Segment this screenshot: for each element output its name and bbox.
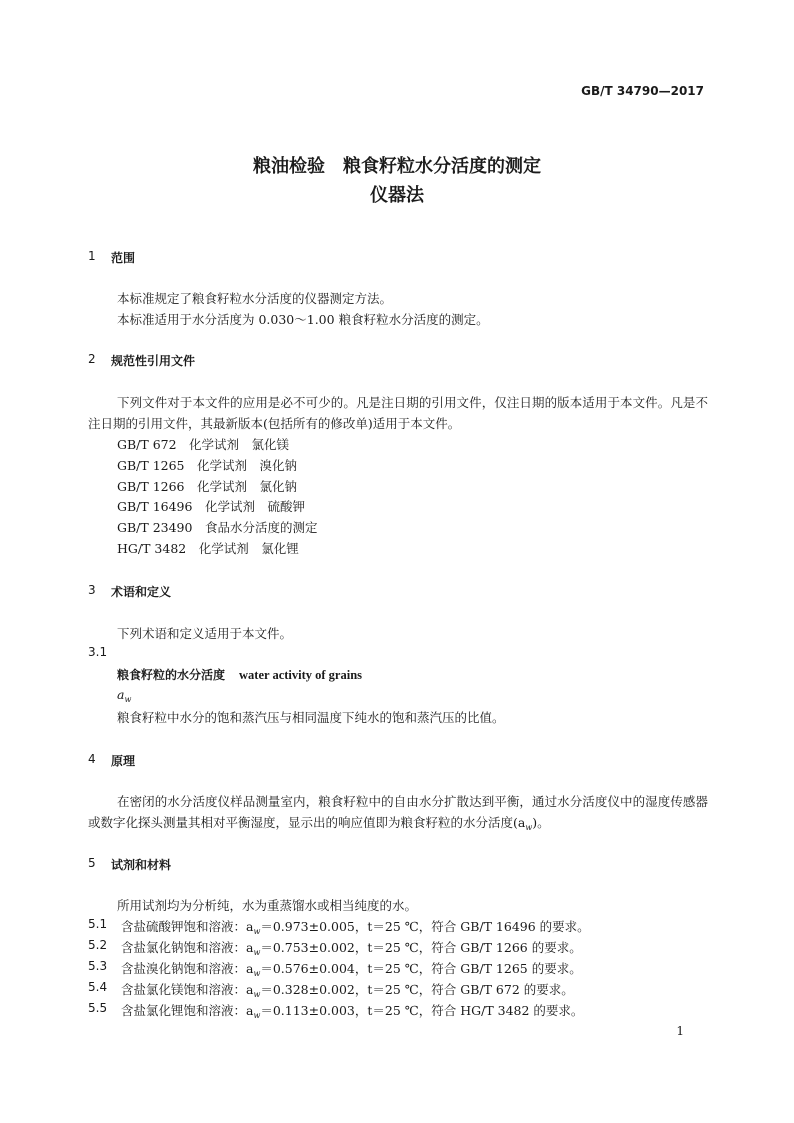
term-symbol: $a_w$ xyxy=(117,687,132,704)
normative-reference: GB/T 23490 食品水分活度的测定 xyxy=(117,520,318,535)
section-1-paragraph-2: 本标准适用于水分活度为 0.030～1.00 粮食籽粒水分活度的测定。 xyxy=(117,312,489,327)
section-3-paragraph-1: 下列术语和定义适用于本文件。 xyxy=(117,626,293,641)
normative-reference: GB/T 672 化学试剂 氯化镁 xyxy=(117,437,290,452)
page-number: 1 xyxy=(676,1024,684,1038)
item-5-3-number: 5.3 xyxy=(88,959,108,973)
item-5-3-text: 含盐溴化钠饱和溶液：$a_w=0.576\pm 0.004$，t＝25 ℃，符合 GB/T 1265 的要求。 xyxy=(121,961,582,978)
section-3-title: 术语和定义 xyxy=(111,585,172,599)
normative-reference: GB/T 16496 化学试剂 硫酸钾 xyxy=(117,499,305,514)
item-5-4-number: 5.4 xyxy=(88,980,108,994)
term-definition: 粮食籽粒中水分的饱和蒸汽压与相同温度下纯水的饱和蒸汽压的比值。 xyxy=(117,710,505,725)
normative-reference: HG/T 3482 化学试剂 氯化锂 xyxy=(117,541,299,556)
section-5-title: 试剂和材料 xyxy=(111,858,172,872)
item-5-4-text: 含盐氯化镁饱和溶液：$a_w=0.328\pm 0.002$，t＝25 ℃，符合 GB/T 672 的要求。 xyxy=(121,982,574,999)
section-2-paragraph-1: 下列文件对于本文件的应用是必不可少的。凡是注日期的引用文件，仅注日期的版本适用于本文件。凡是不注日期的引用文件，其最新版本(包括所有的修改单)适用于本文件。 xyxy=(88,395,708,431)
section-5-number: 5 xyxy=(88,856,96,870)
term-chinese: 粮食籽粒的水分活度 xyxy=(117,668,226,682)
document-title-line2: 仪器法 xyxy=(370,185,424,206)
section-3-number: 3 xyxy=(88,583,96,597)
normative-reference: GB/T 1265 化学试剂 溴化钠 xyxy=(117,458,298,473)
clause-3-1-number: 3.1 xyxy=(88,645,108,659)
document-title-line1: 粮油检验 粮食籽粒水分活度的测定 xyxy=(253,156,541,177)
term-entry xyxy=(117,666,362,683)
section-1-title: 范围 xyxy=(111,251,136,265)
section-4-title: 原理 xyxy=(111,754,136,768)
item-5-1-text: 含盐硫酸钾饱和溶液：$a_w=0.973\pm 0.005$，t＝25 ℃，符合 GB/T 16496 的要求。 xyxy=(121,919,590,936)
section-5-paragraph-1: 所用试剂均为分析纯，水为重蒸馏水或相当纯度的水。 xyxy=(117,898,418,913)
item-5-2-number: 5.2 xyxy=(88,938,108,952)
section-2-number: 2 xyxy=(88,352,96,366)
term-english: water activity of grains xyxy=(239,668,363,682)
section-1-paragraph-1: 本标准规定了粮食籽粒水分活度的仪器测定方法。 xyxy=(117,291,393,306)
item-5-5-text: 含盐氯化锂饱和溶液：$a_w=0.113\pm 0.003$，t＝25 ℃，符合 HG/T 3482 的要求。 xyxy=(121,1003,584,1020)
section-2-title: 规范性引用文件 xyxy=(111,354,196,368)
section-4-paragraph-1: 在密闭的水分活度仪样品测量室内，粮食籽粒中的自由水分扩散达到平衡，通过水分活度仪中的湿度传感器或数字化探头测量其相对平衡湿度，显示出的响应值即为粮食籽粒的水分活度$(a_w)$。 xyxy=(88,794,708,832)
item-5-2-text: 含盐氯化钠饱和溶液：$a_w=0.753\pm 0.002$，t＝25 ℃，符合 GB/T 1266 的要求。 xyxy=(121,940,582,957)
item-5-5-number: 5.5 xyxy=(88,1001,108,1015)
item-5-1-number: 5.1 xyxy=(88,917,108,931)
normative-reference: GB/T 1266 化学试剂 氯化钠 xyxy=(117,479,298,494)
section-1-number: 1 xyxy=(88,249,96,263)
standard-code: GB/T 34790—2017 xyxy=(581,84,704,98)
section-4-number: 4 xyxy=(88,752,96,766)
